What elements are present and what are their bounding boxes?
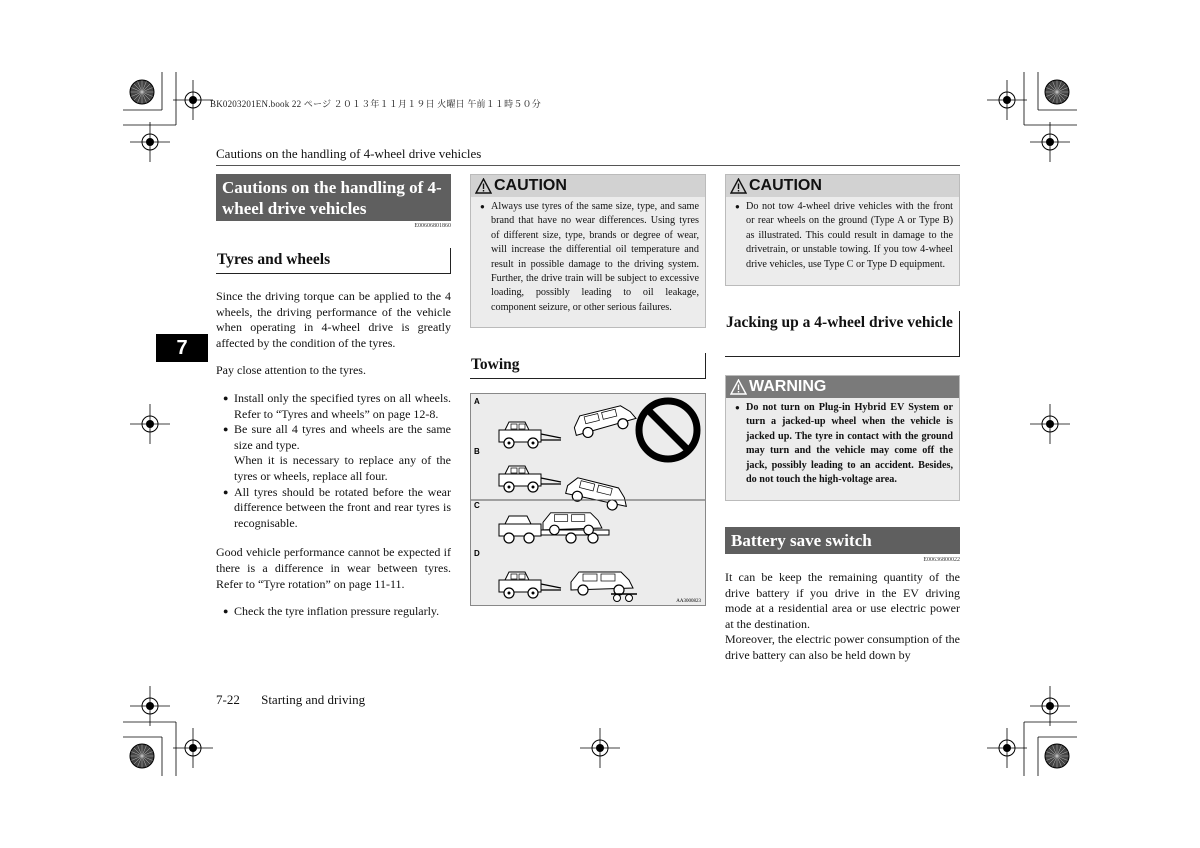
intro-paragraph: Since the driving torque can be applied to the 4 wheels, the driving performance of the vehicle when operating in 4-wheel drive is greatly affected by the condition of the tyres. [216, 289, 451, 350]
towing-illustration [471, 394, 705, 605]
attention-paragraph: Pay close attention to the tyres. [216, 363, 366, 378]
running-header: Cautions on the handling of 4-wheel drive vehicles [216, 146, 482, 161]
figure-label-a: A [474, 397, 480, 406]
prohibited-slash [647, 409, 689, 451]
column1-body [216, 289, 451, 620]
caution-label-2: CAUTION [749, 177, 822, 194]
warning-triangle-icon [475, 178, 492, 194]
bullet-specified-tyres: ● Install only the specified tyres on all wheels. Refer to “Tyres and wheels” on page 12-8. [216, 391, 451, 422]
warning-header [726, 376, 959, 398]
figure-code: AA3000823 [676, 599, 701, 604]
battery-paragraph-2: Moreover, the electric power consumption of the drive battery can also be held down by [725, 632, 960, 662]
subheading-tyres: Tyres and wheels [216, 248, 451, 274]
battery-save-title: Battery save switch [725, 527, 960, 554]
battery-code: E00636800022 [923, 557, 960, 563]
caution-label: CAUTION [494, 177, 567, 194]
figure-label-c: C [474, 501, 480, 510]
towing-heading: Towing [470, 353, 706, 379]
page-number: 7-22 [216, 692, 240, 707]
performance-paragraph: Good vehicle performance cannot be expected if there is a difference in wear between tyres. Refer to “Tyre rotation” on page 11-11. [216, 545, 451, 591]
page-footer [216, 692, 383, 708]
warning-label: WARNING [749, 378, 827, 395]
caution-header-2 [726, 175, 959, 197]
figure-label-b: B [474, 447, 480, 456]
caution-header [471, 175, 705, 197]
warning-text: ● Do not turn on Plug-in Hybrid EV System or turn a jacked-up wheel when the vehicle is jacked up. The tyre in contact with the ground may turn and the vehicle may come off the jack, possibly leading to an accident. Besides, do not touch the high-voltage area. [732, 401, 953, 487]
flatbed-truck [499, 513, 609, 543]
bullet-inflation: ● Check the tyre inflation pressure regularly. [216, 604, 451, 620]
bullet-replace-all: When it is necessary to replace any of the tyres or wheels, replace all four. [234, 453, 451, 483]
header-rule [216, 165, 960, 166]
caution-box-tyres [470, 174, 706, 328]
bullet-same-size: ● Be sure all 4 tyres and wheels are the same size and type. [216, 422, 451, 453]
chapter-tab: 7 [156, 334, 208, 362]
battery-body [725, 570, 960, 664]
tow-dolly [611, 594, 637, 602]
caution-text-2: ● Do not tow 4-wheel drive vehicles with the front or rear wheels on the ground (Type A or Type B) as illustrated. This could result in damage to the drivetrain, or unstable towing. If you tow 4-wheel drive vehicles, use Type C or Type D equipment. [732, 200, 953, 272]
caution-box-towing [725, 174, 960, 286]
battery-paragraph: It can be keep the remaining quantity of the drive battery if you drive in the EV driving mode at a residential area or use electric power at the destination. [725, 570, 960, 631]
figure-label-d: D [474, 549, 480, 558]
section-code: E00606801860 [414, 223, 451, 229]
footer-section: Starting and driving [261, 692, 366, 707]
warning-triangle-icon [730, 379, 747, 395]
warning-triangle-icon [730, 178, 747, 194]
bullet-rotation: ● All tyres should be rotated before the wear difference between the front and rear tyres is recognisable. [216, 485, 451, 532]
towing-figure [470, 393, 706, 606]
caution-text: ● Always use tyres of the same size, type, and same brand that have no wear differences. Using tyres of different size, type, brands or degree of wear, will increase the differential oil temperature and result in possible damage to the driving system. Further, the drive train will be subject to excessive loading, possibly leading to oil leakage, component seizure, or other serious failures. [477, 200, 699, 315]
print-line: BK0203201EN.book 22 ページ ２０１３年１１月１９日 火曜日 午前１１時５０分 [210, 99, 541, 109]
jacking-heading: Jacking up a 4-wheel drive vehicle [725, 311, 960, 357]
warning-box-jacking [725, 375, 960, 501]
section-title: Cautions on the handling of 4-wheel drive vehicles [216, 174, 451, 221]
